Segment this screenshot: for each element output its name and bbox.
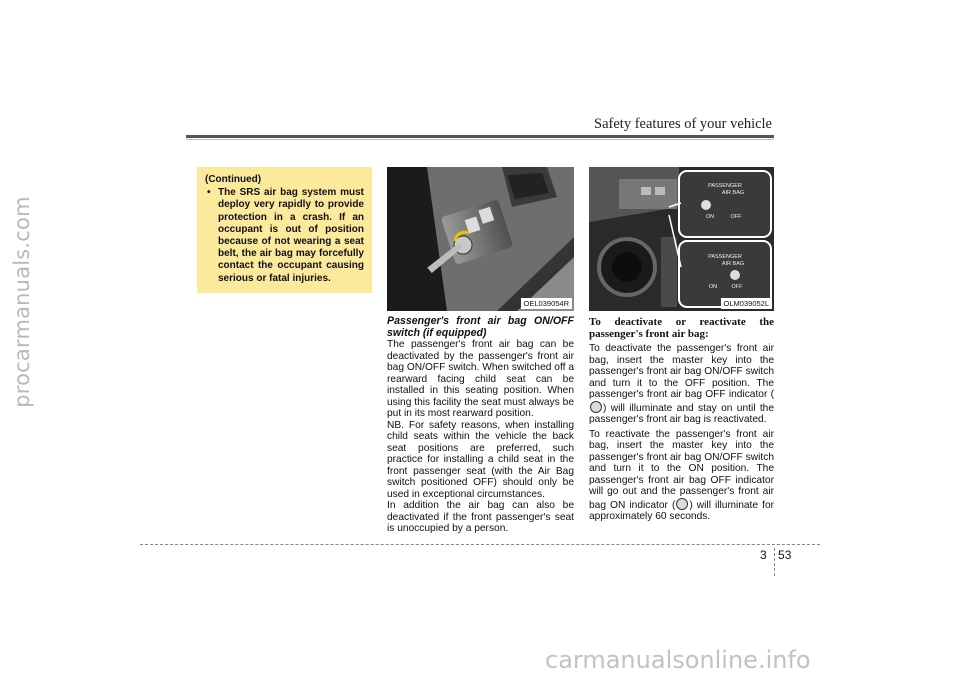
warning-continued-label: (Continued): [205, 174, 262, 185]
bottom-panel-label-1: PASSENGER: [708, 254, 742, 260]
warning-bullet: • The SRS air bag system must deploy very rapidly to provide protection in a crash. If an occupant is out of position because of not wearing a seat belt, the air bag may forcefully contact the occupant causing serious or fatal injuries.: [205, 187, 364, 285]
footer-rule: [140, 544, 820, 545]
airbag-off-indicator-icon: [590, 401, 602, 413]
page-number: [760, 548, 791, 562]
section-title: Safety features of your vehicle: [594, 116, 772, 132]
top-panel-off: OFF: [730, 214, 742, 220]
top-panel-label-2: AIR BAG: [721, 190, 745, 196]
top-panel-on: ON: [705, 214, 715, 220]
airbag-on-indicator-icon: [676, 498, 688, 510]
right-paragraph-2: [589, 429, 774, 523]
bottom-panel-label-2: AIR BAG: [721, 261, 745, 267]
left-column-heading: Passenger's front air bag ON/OFF switch (if equipped): [387, 315, 574, 339]
right-column: [589, 316, 774, 523]
header-rule: [186, 135, 774, 138]
right-paragraph-1: [589, 343, 774, 426]
figure-airbag-indicator-photo: [589, 167, 774, 311]
page-number-value: 53: [778, 548, 792, 562]
warning-box: [197, 167, 372, 293]
right-paragraph-2-b: ) will illuminate for approximately 60 seconds.: [589, 499, 774, 522]
figure-airbag-switch-photo: [387, 167, 574, 311]
right-paragraph-2-a: To reactivate the passenger's front air bag, insert the master key into the passenger's front air bag ON/OFF switch and turn it to the ON position. The passenger's front air bag OFF indicator will go out and the passenger's front air bag ON indicator (: [589, 428, 774, 511]
left-paragraph-1: The passenger's front air bag can be deactivated by the passenger's front air bag ON/OFF switch. When switched off a rearward facing child seat can be installed in this seating position. When using this facility the seat must always be put in its most rearward position.: [387, 339, 574, 419]
left-paragraph-3: In addition the air bag can also be deactivated if the front passenger's seat is unoccupied by a person.: [387, 500, 574, 534]
right-paragraph-1-a: To deactivate the passenger's front air bag, insert the master key into the passenger's front air bag ON/OFF switch and turn it to the OFF position. The passenger's front air bag OFF indicator (: [589, 343, 774, 400]
left-column: [387, 316, 574, 535]
airbag-switch-illustration: [387, 167, 574, 311]
bottom-panel-on: ON: [708, 284, 718, 290]
airbag-indicator-illustration: [589, 167, 774, 311]
right-column-heading: To deactivate or reactivate the passenger's front air bag:: [589, 316, 774, 340]
bottom-panel-off: OFF: [731, 284, 743, 290]
header-rule-thin: [186, 139, 774, 140]
figure-caption-right: OLM039052L: [721, 298, 772, 309]
watermark-procarmanuals: procarmanuals.com: [10, 196, 34, 408]
chapter-number: 3: [760, 548, 767, 562]
left-paragraph-2: NB. For safety reasons, when installing child seats within the vehicle the back seat positions are preferred, such practice for installing a child seat in the front passenger seat (with the Air Bag switch positioned OFF) should only be used in exceptional circumstances.: [387, 419, 574, 500]
top-panel-label-1: PASSENGER: [708, 183, 742, 189]
right-paragraph-1-b: ) will illuminate and stay on until the passenger's front air bag is reactivated.: [589, 402, 774, 425]
figure-caption-left: OEL039054R: [521, 298, 572, 309]
watermark-carmanualsonline: carmanualsonline.info: [545, 646, 811, 674]
